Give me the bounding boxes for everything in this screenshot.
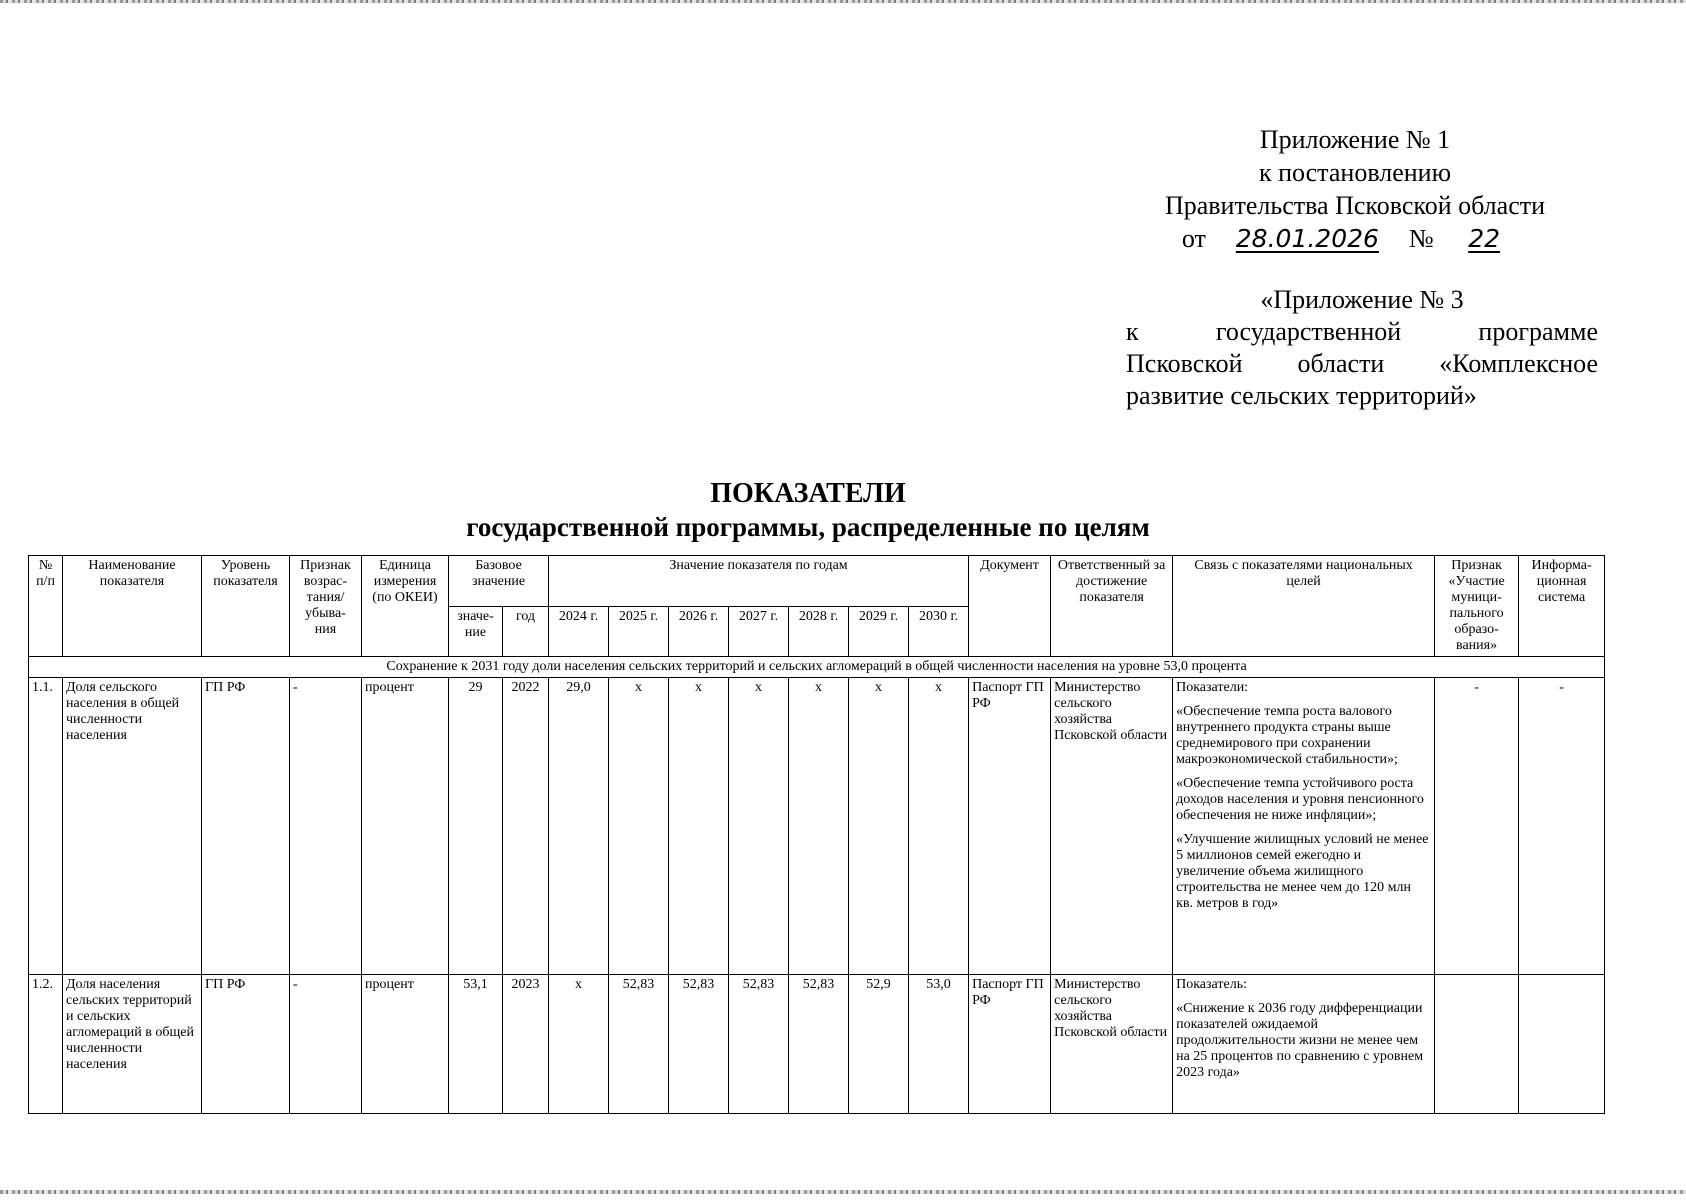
justified-word: «Комплексное bbox=[1439, 349, 1598, 378]
header-base-value: значе- ние bbox=[449, 606, 503, 657]
cell-year-value: x bbox=[729, 678, 789, 975]
header-national-goals: Связь с показателями национальных целей bbox=[1173, 556, 1435, 657]
cell-year-value: 53,0 bbox=[909, 975, 969, 1114]
header-municipal: Признак «Участие муници- пального образо- вания» bbox=[1435, 556, 1519, 657]
goals-item: «Обеспечение темпа роста валового внутреннего продукта страны выше среднемирового при сохранении макроэкономической стабильности»; bbox=[1176, 704, 1398, 767]
header-base-group: Базовое значение bbox=[449, 556, 549, 607]
cell-trend: - bbox=[290, 678, 362, 975]
cell-base-value: 29 bbox=[449, 678, 503, 975]
header-year: 2026 г. bbox=[669, 606, 729, 657]
cell-info-system bbox=[1519, 975, 1605, 1114]
cell-national-goals bbox=[1173, 975, 1435, 1114]
cell-responsible: Министерство сельского хозяйства Псковской области bbox=[1051, 975, 1173, 1114]
appendix-date-line bbox=[1130, 222, 1580, 255]
header-level: Уровень показателя bbox=[202, 556, 290, 657]
header-year: 2025 г. bbox=[609, 606, 669, 657]
goals-heading: Показатели: bbox=[1176, 680, 1249, 695]
cell-year-value: 52,83 bbox=[729, 975, 789, 1114]
header-document: Документ bbox=[969, 556, 1051, 657]
cell-year-value: 52,83 bbox=[789, 975, 849, 1114]
justified-word: Псковской bbox=[1126, 349, 1243, 378]
cell-trend: - bbox=[290, 975, 362, 1114]
cell-name: Доля сельского населения в общей численности населения bbox=[63, 678, 202, 975]
appendix-line-3: Правительства Псковской области bbox=[1164, 191, 1546, 220]
document-title: ПОКАЗАТЕЛИ bbox=[710, 478, 906, 509]
header-trend: Признак возрас- тания/ убыва- ния bbox=[290, 556, 362, 657]
cell-year-value: x bbox=[849, 678, 909, 975]
program-appendix-line-2 bbox=[1126, 316, 1598, 348]
goals-item: «Обеспечение темпа устойчивого роста доходов населения и уровня пенсионного обеспечения не ниже инфляции»; bbox=[1176, 776, 1424, 823]
cell-municipal bbox=[1435, 975, 1519, 1114]
header-year: 2024 г. bbox=[549, 606, 609, 657]
cell-base-value: 53,1 bbox=[449, 975, 503, 1114]
table-row bbox=[29, 678, 1605, 975]
appendix-line-2: к постановлению bbox=[1258, 158, 1452, 187]
cell-year-value: x bbox=[549, 975, 609, 1114]
goal-row bbox=[29, 657, 1605, 678]
cell-name: Доля населения сельских территорий и сельских агломераций в общей численности населения bbox=[63, 975, 202, 1114]
justified-word: программе bbox=[1478, 317, 1598, 346]
cell-national-goals bbox=[1173, 678, 1435, 975]
goal-text: Сохранение к 2031 году доли населения сельских территорий и сельских агломераций в общей численности населения на уровне 53,0 процента bbox=[29, 657, 1605, 678]
header-year: 2028 г. bbox=[789, 606, 849, 657]
cell-year-value: x bbox=[909, 678, 969, 975]
goals-item: «Снижение к 2036 году дифференциации показателей ожидаемой продолжительности жизни не менее чем на 25 процентов по сравнению с уровнем 2023 года» bbox=[1176, 1001, 1424, 1080]
cell-base-year: 2023 bbox=[503, 975, 549, 1114]
document-subtitle: государственной программы, распределенные по целям bbox=[466, 512, 1150, 542]
cell-unit: процент bbox=[362, 678, 449, 975]
header-base-year: год bbox=[503, 606, 549, 657]
program-appendix bbox=[1126, 284, 1598, 412]
cell-info-system: - bbox=[1519, 678, 1605, 975]
cell-unit: процент bbox=[362, 975, 449, 1114]
cell-level: ГП РФ bbox=[202, 975, 290, 1114]
cell-year-value: x bbox=[609, 678, 669, 975]
date-prefix: от bbox=[1181, 224, 1206, 253]
header-num: № п/п bbox=[29, 556, 63, 657]
cell-year-value: 52,83 bbox=[669, 975, 729, 1114]
cell-document: Паспорт ГП РФ bbox=[969, 975, 1051, 1114]
handwritten-date: 28.01.2026 bbox=[1235, 224, 1379, 253]
header-years-group: Значение показателя по годам bbox=[549, 556, 969, 607]
justified-word: к bbox=[1126, 317, 1139, 346]
indicators-table bbox=[28, 555, 1605, 1114]
appendix-line-1: Приложение № 1 bbox=[1259, 125, 1451, 154]
cell-year-value: 29,0 bbox=[549, 678, 609, 975]
cell-year-value: x bbox=[669, 678, 729, 975]
cell-level: ГП РФ bbox=[202, 678, 290, 975]
goals-heading: Показатель: bbox=[1176, 977, 1247, 992]
header-unit: Единица измерения (по ОКЕИ) bbox=[362, 556, 449, 657]
cell-base-year: 2022 bbox=[503, 678, 549, 975]
justified-word: области bbox=[1297, 349, 1385, 378]
justified-word: государственной bbox=[1215, 317, 1402, 346]
header-year: 2030 г. bbox=[909, 606, 969, 657]
header-year: 2027 г. bbox=[729, 606, 789, 657]
header-name: Наименование показателя bbox=[63, 556, 202, 657]
header-responsible: Ответственный за достижение показателя bbox=[1051, 556, 1173, 657]
handwritten-number: 22 bbox=[1468, 224, 1501, 253]
header-row-1 bbox=[29, 556, 1605, 607]
goals-item: «Улучшение жилищных условий не менее 5 миллионов семей ежегодно и увеличение объема жилищного строительства не менее чем до 120 млн кв. метров в год» bbox=[1176, 832, 1429, 911]
cell-responsible: Министерство сельского хозяйства Псковской области bbox=[1051, 678, 1173, 975]
cell-year-value: x bbox=[789, 678, 849, 975]
program-appendix-line-4: развитие сельских территорий» bbox=[1126, 381, 1477, 410]
scan-edge-top bbox=[0, 0, 1686, 3]
cell-year-value: 52,83 bbox=[609, 975, 669, 1114]
program-appendix-line-1: «Приложение № 3 bbox=[1260, 285, 1464, 314]
appendix-header bbox=[1130, 123, 1580, 255]
cell-num: 1.2. bbox=[29, 975, 63, 1114]
program-appendix-line-3 bbox=[1126, 348, 1598, 380]
header-info-system: Информа- ционная система bbox=[1519, 556, 1605, 657]
number-label: № bbox=[1408, 224, 1434, 253]
table-row bbox=[29, 975, 1605, 1114]
scan-edge-bottom bbox=[0, 1190, 1686, 1194]
cell-document: Паспорт ГП РФ bbox=[969, 678, 1051, 975]
cell-year-value: 52,9 bbox=[849, 975, 909, 1114]
cell-municipal: - bbox=[1435, 678, 1519, 975]
cell-num: 1.1. bbox=[29, 678, 63, 975]
header-year: 2029 г. bbox=[849, 606, 909, 657]
